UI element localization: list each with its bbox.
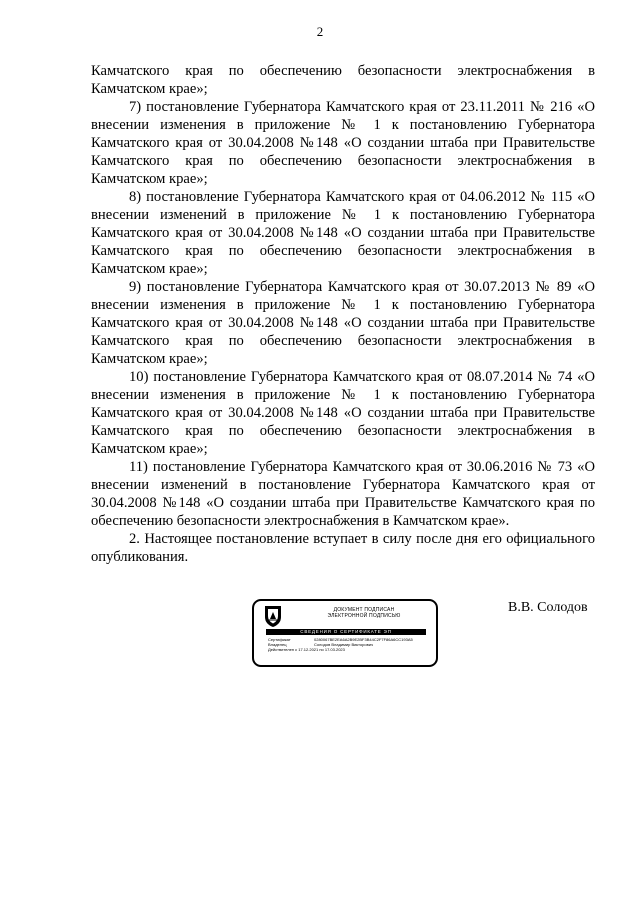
stamp-row-value: 0280067BE2EA6A2B9E2BF3B44C2F7F86A6CC193A5 [314,637,413,642]
stamp-certificate-details [268,637,434,652]
document-body [91,62,595,566]
stamp-row-label: Сертификат [268,637,291,642]
stamp-row-validity [268,647,434,652]
stamp-row-value: Солодов Владимир Викторович [314,642,374,647]
stamp-row-label: Действителен с 17.12.2021 по 17.03.2023 [268,647,345,652]
electronic-signature-stamp [252,599,438,667]
paragraph: 11) постановление Губернатора Камчатского края от 30.06.2016 № 73 «О внесении изменений в постановление Губернатора Камчатского края от 30.04.2008 №148 «О создании штаба при Правительстве Камчатского края по обеспечению безопасности электроснабжения в Камчатском крае». [91,459,595,529]
signatory-name: В.В. Солодов [508,600,588,615]
page-number: 2 [316,24,324,39]
stamp-title-line2: ЭЛЕКТРОННОЙ ПОДПИСЬЮ [327,613,401,619]
paragraph: 9) постановление Губернатора Камчатского края от 30.07.2013 № 89 «О внесении изменения в приложение № 1 к постановлению Губернатора Камчатского края от 30.04.2008 №148 «О создании штаба при Правительстве Камчатского края по обеспечению безопасности электроснабжения в Камчатском крае»; [91,279,595,367]
coat-of-arms-icon [262,604,284,628]
stamp-title [304,607,424,619]
paragraph: 2. Настоящее постановление вступает в силу после дня его официального опубликования. [91,531,595,565]
paragraph: Камчатского края по обеспечению безопасности электроснабжения в Камчатском крае»; [91,63,595,97]
paragraph: 8) постановление Губернатора Камчатского края от 04.06.2012 № 115 «О внесении изменений в приложение № 1 к постановлению Губернатора Камчатского края от 30.04.2008 №148 «О создании штаба при Правительстве Камчатского края по обеспечению безопасности электроснабжения в Камчатском крае»; [91,189,595,277]
paragraph: 10) постановление Губернатора Камчатского края от 08.07.2014 № 74 «О внесении изменения в приложение № 1 к постановлению Губернатора Камчатского края от 30.04.2008 №148 «О создании штаба при Правительстве Камчатского края по обеспечению безопасности электроснабжения в Камчатском крае»; [91,369,595,457]
paragraph: 7) постановление Губернатора Камчатского края от 23.11.2011 № 216 «О внесении изменения в приложение № 1 к постановлению Губернатора Камчатского края от 30.04.2008 №148 «О создании штаба при Правительстве Камчатского края по обеспечению безопасности электроснабжения в Камчатском крае»; [91,99,595,187]
stamp-row-label: Владелец [268,642,287,647]
stamp-title-line1: ДОКУМЕНТ ПОДПИСАН [333,607,395,613]
stamp-certificate-bar: СВЕДЕНИЯ О СЕРТИФИКАТЕ ЭП [266,629,426,635]
